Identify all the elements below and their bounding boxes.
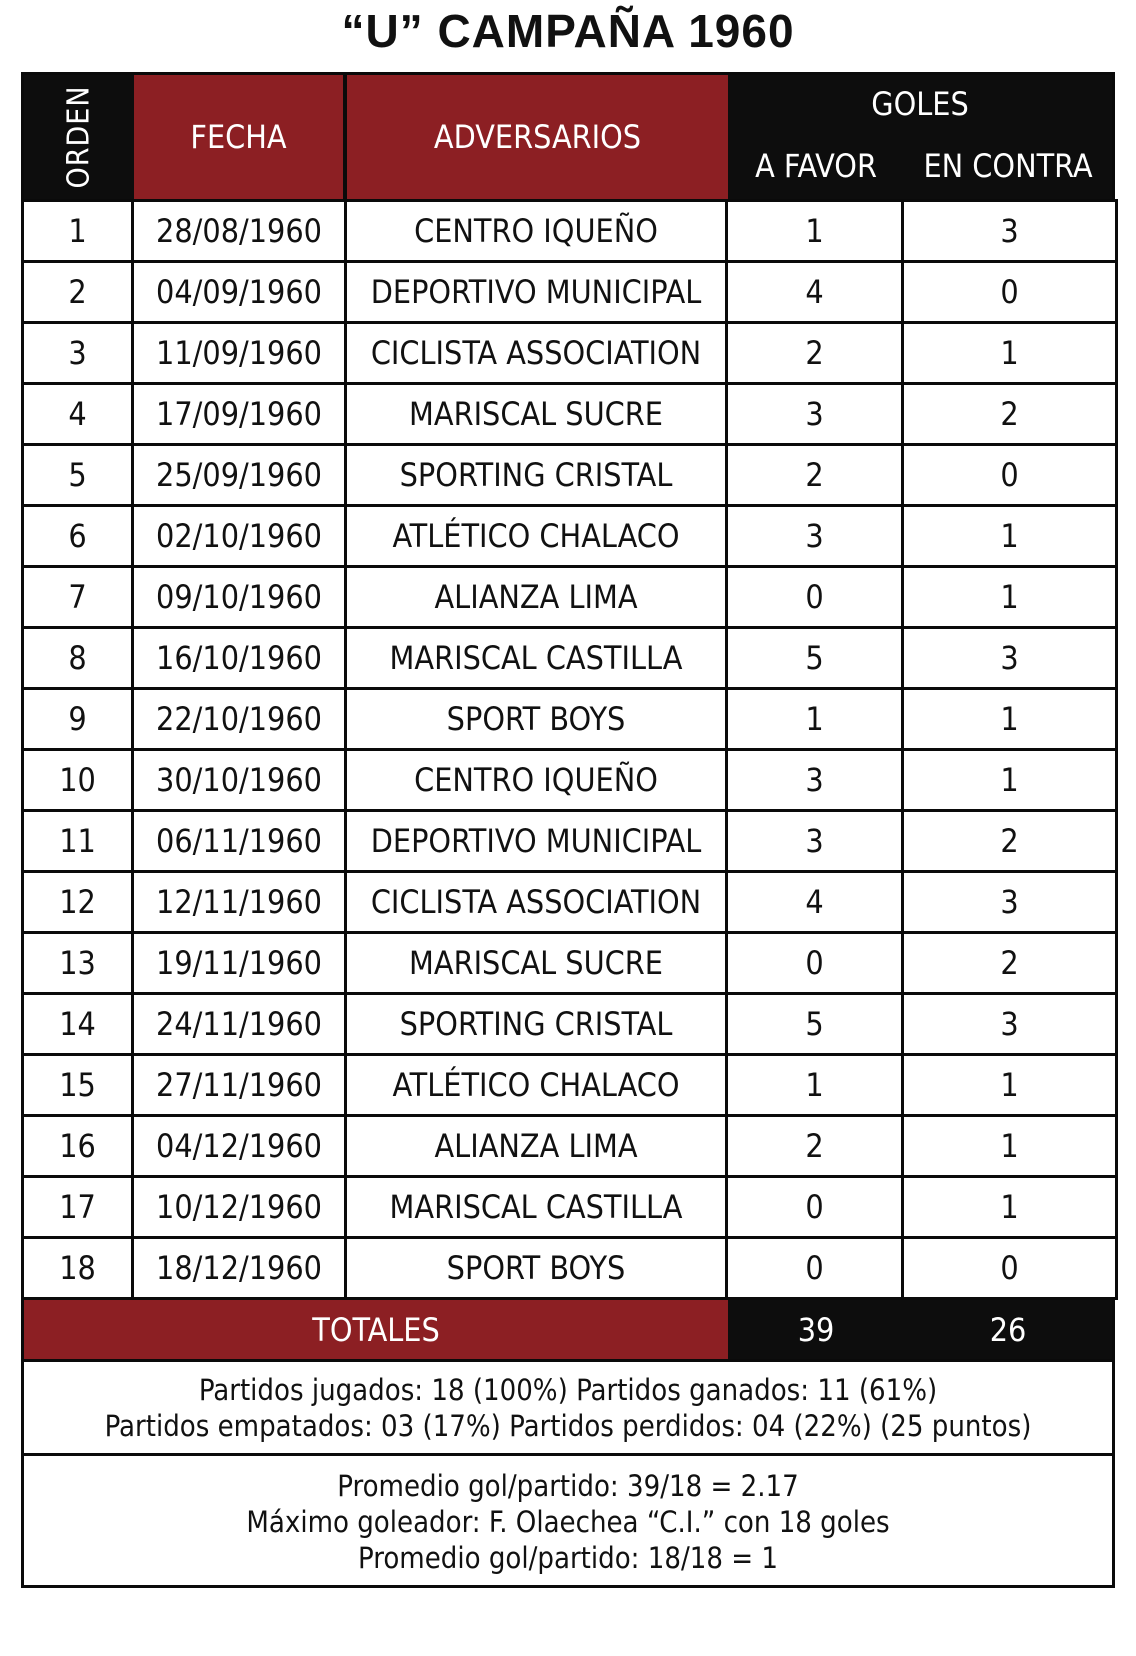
summary-line-played-won: Partidos jugados: 18 (100%) Partidos ganados: 11 (61%) [198,1373,938,1407]
cell-en-contra: 1 [903,689,1117,750]
cell-a-favor: 4 [727,262,903,323]
cell-adversario: ATLÉTICO CHALACO [346,1055,727,1116]
cell-en-contra: 1 [903,506,1117,567]
cell-orden: 7 [23,567,133,628]
cell-adversario: CENTRO IQUEÑO [346,750,727,811]
summary-box [21,1362,1115,1456]
cell-orden: 13 [23,933,133,994]
cell-a-favor: 2 [727,1116,903,1177]
cell-a-favor: 2 [727,445,903,506]
table-row [23,201,1117,262]
cell-en-contra: 1 [903,1116,1117,1177]
header-adversarios: ADVERSARIOS [347,75,728,199]
table-row [23,994,1117,1055]
page-title: “U” CAMPAÑA 1960 [341,5,795,57]
cell-fecha: 24/11/1960 [133,994,346,1055]
cell-orden: 12 [23,872,133,933]
cell-en-contra: 1 [903,1055,1117,1116]
cell-a-favor: 3 [727,811,903,872]
table-row [23,445,1117,506]
table-row [23,567,1117,628]
stats-box [21,1456,1115,1588]
cell-a-favor: 4 [727,872,903,933]
cell-fecha: 10/12/1960 [133,1177,346,1238]
cell-fecha: 16/10/1960 [133,628,346,689]
cell-adversario: CICLISTA ASSOCIATION [346,323,727,384]
table-row [23,1238,1117,1299]
cell-fecha: 30/10/1960 [133,750,346,811]
cell-orden: 14 [23,994,133,1055]
table-row [23,1116,1117,1177]
cell-a-favor: 3 [727,750,903,811]
header-goles [728,75,1112,199]
cell-adversario: ALIANZA LIMA [346,567,727,628]
cell-fecha: 12/11/1960 [133,872,346,933]
table-row [23,628,1117,689]
cell-orden: 5 [23,445,133,506]
table-row [23,1177,1117,1238]
cell-orden: 11 [23,811,133,872]
cell-orden: 3 [23,323,133,384]
cell-en-contra: 2 [903,384,1117,445]
table-row [23,872,1117,933]
cell-en-contra: 0 [903,445,1117,506]
totals-row [21,1300,1115,1362]
cell-orden: 2 [23,262,133,323]
table-header [21,72,1115,199]
stats-goal-average: Promedio gol/partido: 39/18 = 2.17 [337,1469,799,1503]
cell-a-favor: 0 [727,933,903,994]
cell-en-contra: 1 [903,323,1117,384]
table-row [23,262,1117,323]
cell-en-contra: 3 [903,628,1117,689]
cell-adversario: MARISCAL SUCRE [346,933,727,994]
cell-adversario: DEPORTIVO MUNICIPAL [346,811,727,872]
cell-a-favor: 1 [727,1055,903,1116]
cell-orden: 15 [23,1055,133,1116]
cell-en-contra: 1 [903,1177,1117,1238]
cell-fecha: 22/10/1960 [133,689,346,750]
header-en-contra: EN CONTRA [923,147,1093,185]
cell-adversario: SPORT BOYS [346,689,727,750]
cell-a-favor: 0 [727,1238,903,1299]
table-row [23,933,1117,994]
header-a-favor: A FAVOR [755,147,877,185]
cell-a-favor: 5 [727,628,903,689]
table-row [23,506,1117,567]
cell-en-contra: 0 [903,262,1117,323]
cell-adversario: CENTRO IQUEÑO [346,201,727,262]
cell-fecha: 19/11/1960 [133,933,346,994]
stats-scorer-average: Promedio gol/partido: 18/18 = 1 [358,1541,778,1575]
cell-adversario: SPORTING CRISTAL [346,445,727,506]
table-row [23,384,1117,445]
cell-orden: 18 [23,1238,133,1299]
cell-en-contra: 1 [903,567,1117,628]
table-row [23,689,1117,750]
cell-adversario: DEPORTIVO MUNICIPAL [346,262,727,323]
cell-a-favor: 0 [727,1177,903,1238]
cell-en-contra: 3 [903,872,1117,933]
stats-top-scorer: Máximo goleador: F. Olaechea “C.I.” con 18 goles [246,1505,890,1539]
match-table [21,199,1118,1300]
summary-line-drawn-lost: Partidos empatados: 03 (17%) Partidos perdidos: 04 (22%) (25 puntos) [104,1409,1032,1443]
totals-en-contra: 26 [904,1300,1112,1359]
cell-orden: 17 [23,1177,133,1238]
cell-fecha: 17/09/1960 [133,384,346,445]
match-rows [23,201,1117,1299]
cell-adversario: MARISCAL CASTILLA [346,1177,727,1238]
cell-adversario: MARISCAL CASTILLA [346,628,727,689]
cell-adversario: ATLÉTICO CHALACO [346,506,727,567]
cell-a-favor: 1 [727,201,903,262]
cell-fecha: 11/09/1960 [133,323,346,384]
cell-fecha: 28/08/1960 [133,201,346,262]
header-goles-label: GOLES [871,85,969,123]
header-orden-label: ORDEN [61,85,97,189]
cell-en-contra: 2 [903,933,1117,994]
cell-fecha: 06/11/1960 [133,811,346,872]
table-row [23,1055,1117,1116]
header-orden [24,75,134,199]
cell-adversario: SPORTING CRISTAL [346,994,727,1055]
cell-a-favor: 2 [727,323,903,384]
cell-adversario: SPORT BOYS [346,1238,727,1299]
totals-label: TOTALES [24,1300,728,1359]
cell-a-favor: 5 [727,994,903,1055]
cell-fecha: 09/10/1960 [133,567,346,628]
cell-fecha: 02/10/1960 [133,506,346,567]
cell-adversario: CICLISTA ASSOCIATION [346,872,727,933]
cell-en-contra: 3 [903,201,1117,262]
cell-fecha: 25/09/1960 [133,445,346,506]
cell-orden: 16 [23,1116,133,1177]
cell-fecha: 18/12/1960 [133,1238,346,1299]
cell-orden: 4 [23,384,133,445]
cell-adversario: ALIANZA LIMA [346,1116,727,1177]
cell-orden: 6 [23,506,133,567]
cell-a-favor: 0 [727,567,903,628]
totals-a-favor: 39 [728,1300,904,1359]
cell-orden: 8 [23,628,133,689]
table-row [23,750,1117,811]
cell-orden: 1 [23,201,133,262]
cell-a-favor: 3 [727,506,903,567]
table-row [23,323,1117,384]
cell-fecha: 04/12/1960 [133,1116,346,1177]
cell-orden: 10 [23,750,133,811]
cell-a-favor: 1 [727,689,903,750]
cell-fecha: 04/09/1960 [133,262,346,323]
header-fecha: FECHA [134,75,347,199]
cell-a-favor: 3 [727,384,903,445]
cell-en-contra: 0 [903,1238,1117,1299]
cell-adversario: MARISCAL SUCRE [346,384,727,445]
cell-en-contra: 3 [903,994,1117,1055]
cell-orden: 9 [23,689,133,750]
cell-fecha: 27/11/1960 [133,1055,346,1116]
table-row [23,811,1117,872]
cell-en-contra: 2 [903,811,1117,872]
cell-en-contra: 1 [903,750,1117,811]
campaign-table [21,72,1115,1588]
